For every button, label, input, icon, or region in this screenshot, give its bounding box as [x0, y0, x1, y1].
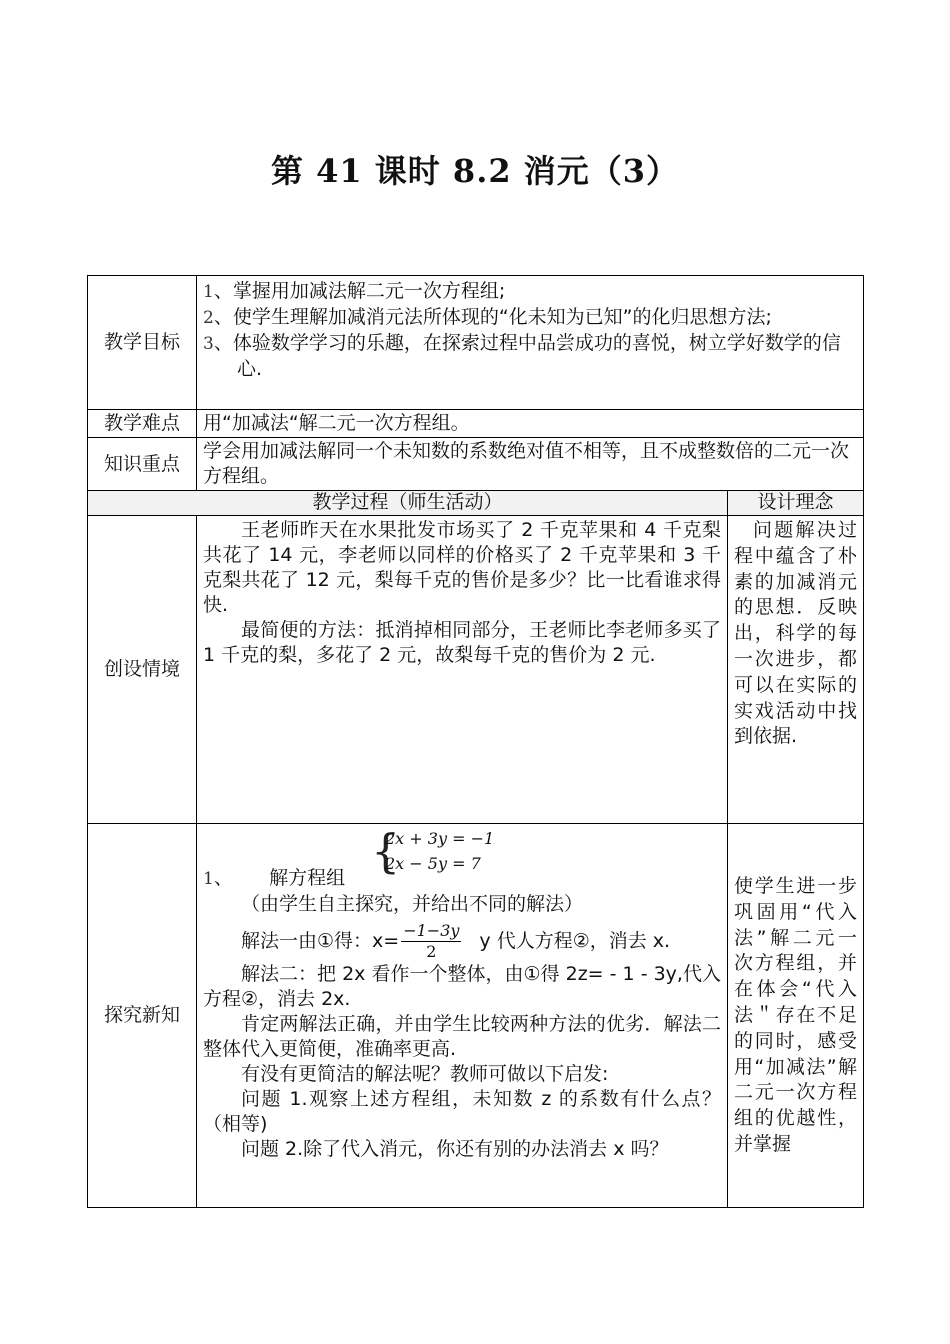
- explore-content: [197, 824, 728, 1208]
- goal-item-3: 3、体验数学学习的乐趣，在探索过程中品尝成功的喜悦，树立学好数学的信心.: [203, 332, 841, 380]
- scenario-paragraph-2: 最简便的方法：抵消掉相同部分，王老师比李老师多买了 1 千克的梨，多花了 2 元，故梨每千克的售价为 2 元.: [203, 619, 721, 666]
- question-2: 问题 2.除了代入消元，你还有别的办法消去 x 吗？: [241, 1138, 669, 1160]
- keypoint-text: 学会用加减法解同一个未知数的系数绝对值不相等，且不成整数倍的二元一次方程组。: [197, 438, 864, 491]
- explore-label: 探究新知: [88, 824, 197, 1208]
- process-header: 教学过程（师生活动）: [88, 491, 728, 516]
- section-header-row: [88, 491, 864, 516]
- scenario-concept: [728, 516, 864, 824]
- goals-row: [88, 276, 864, 410]
- difficulty-row: [88, 410, 864, 438]
- compare-paragraph: 肯定两解法正确，并由学生比较两种方法的优劣．解法二整体代入更简便，准确率更高.: [203, 1013, 721, 1060]
- keypoint-row: [88, 438, 864, 491]
- concept-header: 设计理念: [728, 491, 864, 516]
- scenario-paragraph-1: 王老师昨天在水果批发市场买了 2 千克苹果和 4 千克梨共花了 14 元，李老师以同样的价格买了 2 千克苹果和 3 千克梨共花了 12 元，梨每千克的售价是多少？比一比看谁求得快.: [203, 519, 721, 616]
- lesson-plan-table: [87, 275, 864, 1208]
- goals-label: 教学目标: [88, 276, 197, 410]
- method-two: 解法二：把 2x 看作一个整体，由①得 2z= - 1 - 3y,代入方程②，消去 2x.: [203, 963, 721, 1010]
- difficulty-text: 用“加减法“解二元一次方程组。: [197, 410, 864, 438]
- equation-2: 2x − 5y = 7: [385, 854, 481, 873]
- goal-item-2: 2、使学生理解加减消元法所体现的“化未知为已知”的化归思想方法;: [203, 306, 772, 328]
- method-one: 解法一由①得：x= $\frac{-1-3y}{2}$ y 代人方程②，消去 x.: [241, 921, 671, 961]
- brace-icon: {: [371, 824, 401, 878]
- scenario-label: 创设情境: [88, 516, 197, 824]
- equation-1: 2x + 3y = −1: [385, 829, 495, 848]
- explore-item-1: 1、 解方程组: [203, 867, 346, 889]
- question-1: 问题 1.观察上述方程组，未知数 z 的系数有什么点？（相等): [203, 1088, 721, 1135]
- hint-paragraph: 有没有更简洁的解法呢？教师可做以下启发:: [241, 1063, 609, 1085]
- explore-note: （由学生自主探究，并给出不同的解法）: [241, 893, 584, 915]
- explore-row: [88, 824, 864, 1208]
- scenario-row: [88, 516, 864, 824]
- scenario-content: [197, 516, 728, 824]
- explore-concept-text: 使学生进一步巩固用“代入法”解二元一次方程组，并在体会“代入法＂存在不足的同时，感受用“加减法”解二元一次方程组的优越性，并掌握: [734, 875, 857, 1155]
- goals-content: [197, 276, 864, 410]
- fraction: $\frac{-1-3y}{2}$: [403, 921, 460, 961]
- explore-concept: [728, 824, 864, 1208]
- page-title: 第 41 课时 8.2 消元（3）: [270, 152, 680, 190]
- scenario-concept-text: 问题解决过程中蕴含了朴素的加减消元的思想．反映出，科学的每一次进步，都可以在实际的实戏活动中找到依据.: [734, 519, 857, 748]
- equation-system: [371, 826, 721, 878]
- difficulty-label: 教学难点: [88, 410, 197, 438]
- goal-item-1: 1、掌握用加减法解二元一次方程组;: [203, 280, 506, 302]
- keypoint-label: 知识重点: [88, 438, 197, 491]
